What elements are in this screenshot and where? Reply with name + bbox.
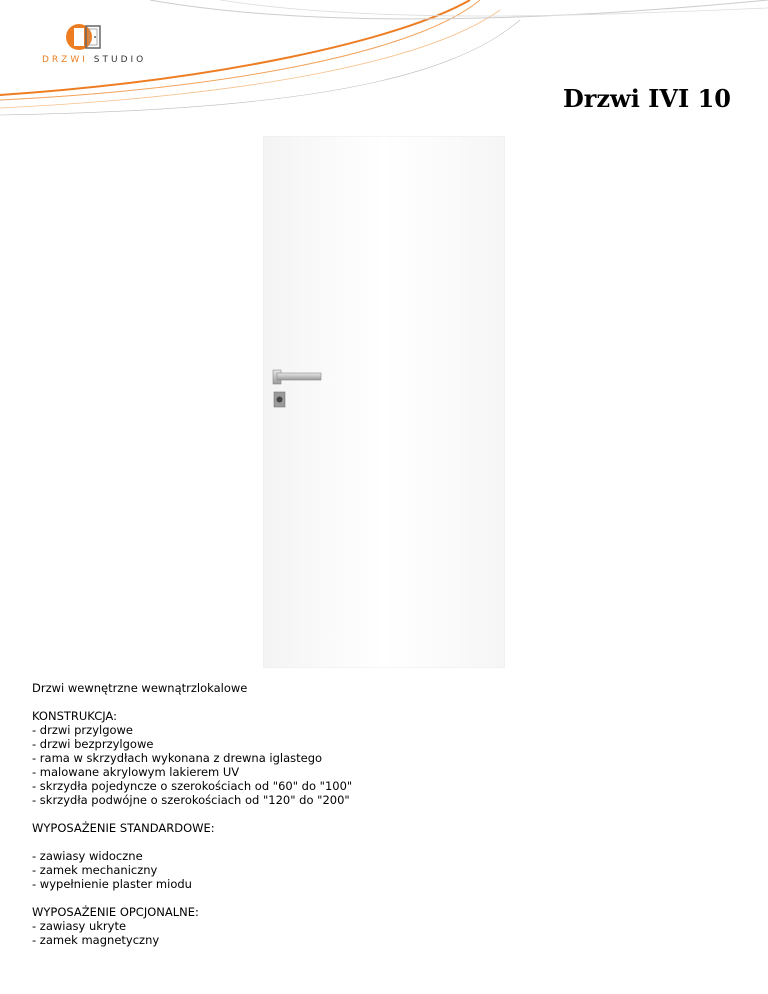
list-item: - rama w skrzydłach wykonana z drewna iglastego xyxy=(32,751,323,765)
section-heading: WYPOSAŻENIE STANDARDOWE: xyxy=(32,821,215,835)
description: Drzwi wewnętrzne wewnątrzlokalowe xyxy=(32,681,248,695)
section-list xyxy=(32,723,732,807)
section-heading: WYPOSAŻENIE OPCJONALNE: xyxy=(32,905,199,919)
section-list xyxy=(32,849,732,891)
list-item: - wypełnienie plaster miodu xyxy=(32,877,192,891)
list-item: - zamek mechaniczny xyxy=(32,863,158,877)
list-item: - zawiasy ukryte xyxy=(32,919,127,933)
door-image xyxy=(263,136,505,668)
section-heading: KONSTRUKCJA: xyxy=(32,709,117,723)
page-title: Drzwi IVI 10 xyxy=(562,84,731,113)
section-list xyxy=(32,919,732,947)
description-block xyxy=(32,681,732,947)
list-item: - skrzydła podwójne o szerokościach od "120" do "200" xyxy=(32,793,350,807)
list-item: - malowane akrylowym lakierem UV xyxy=(32,765,240,779)
list-item: - skrzydła pojedyncze o szerokościach od "60" do "100" xyxy=(32,779,353,793)
list-item: - zawiasy widoczne xyxy=(32,849,143,863)
list-item: - zamek magnetyczny xyxy=(32,933,160,947)
list-item: - drzwi bezprzylgowe xyxy=(32,737,154,751)
logo-text: DRZWI STUDIO xyxy=(42,55,147,65)
list-item: - drzwi przylgowe xyxy=(32,723,134,737)
